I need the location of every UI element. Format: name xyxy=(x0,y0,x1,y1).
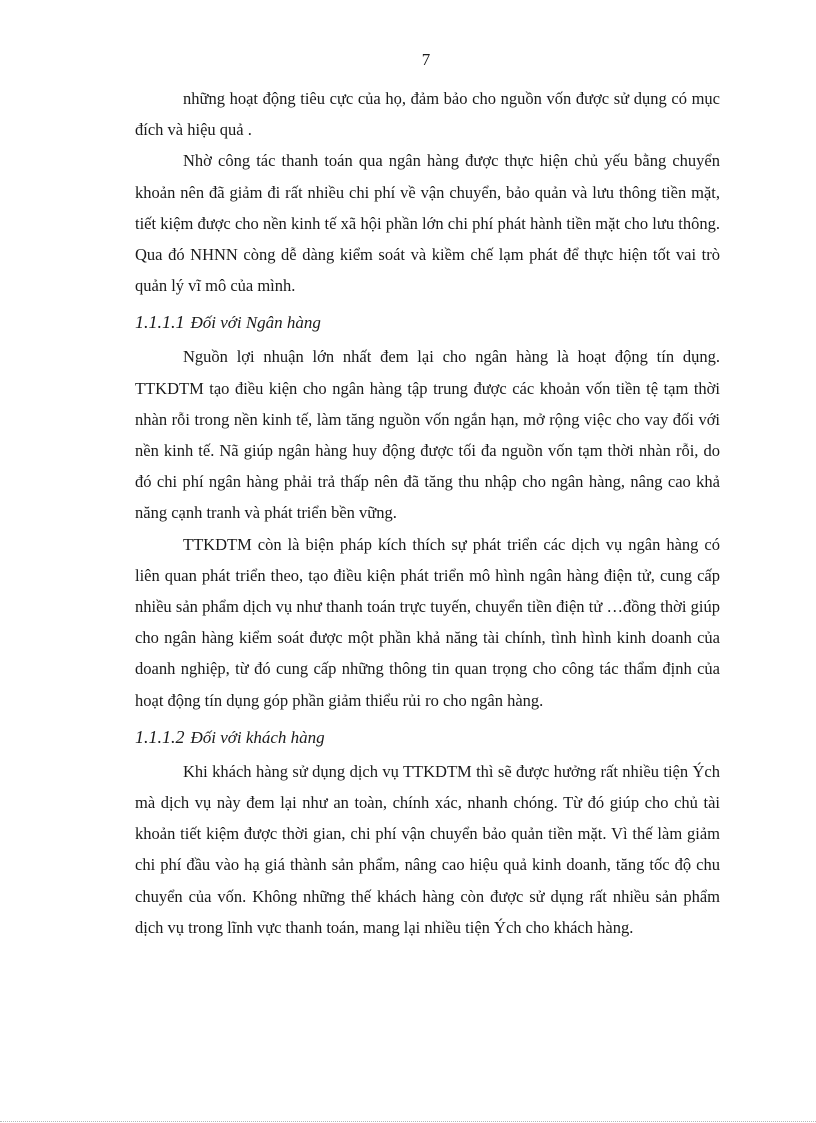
paragraph-bank-profit: Nguồn lợi nhuận lớn nhất đem lại cho ngân hàng là hoạt động tín dụng. TTKDTM tạo điều kiện cho ngân hàng tập trung được các khoản vốn tiền tệ tạm thời nhàn rỗi trong nền kinh tế, làm tăng nguồn vốn ngắn hạn, mở rộng việc cho vay đối với nền kinh tế. Nã giúp ngân hàng huy động được tối đa nguồn vốn tạm thời nhàn rỗi, do đó chi phí ngân hàng phải trả thấp nên đã tăng thu nhập cho ngân hàng, nâng cao khả năng cạnh tranh và phát triển bền vững. xyxy=(135,347,720,523)
paragraph-bank-services: TTKDTM còn là biện pháp kích thích sự phát triển các dịch vụ ngân hàng có liên quan phát triển theo, tạo điều kiện phát triển mô hình ngân hàng điện tử, cung cấp nhiều sản phẩm dịch vụ như thanh toán trực tuyến, chuyển tiền điện tử …đồng thời giúp cho ngân hàng kiểm soát được một phần khả năng tài chính, tình hình kinh doanh của doanh nghiệp, từ đó cung cấp những thông tin quan trọng cho công tác thẩm định của hoạt động tín dụng góp phần giảm thiểu rủi ro cho ngân hàng. xyxy=(135,534,720,710)
section-heading-customer xyxy=(135,725,720,750)
page-number: 7 xyxy=(421,50,431,69)
section-number: 1.1.1.1 xyxy=(135,312,185,333)
section-number: 1.1.1.2 xyxy=(135,726,185,747)
section-title: Đối với Ngân hàng xyxy=(190,313,321,333)
paragraph-continuation: những hoạt động tiêu cực của họ, đảm bảo cho nguồn vốn được sử dụng có mục đích và hiệu quả . xyxy=(135,89,720,140)
section-heading-bank xyxy=(135,310,720,335)
section-title: Đối với khách hàng xyxy=(190,727,325,747)
page-bottom-divider xyxy=(0,1121,816,1122)
paragraph-payment-benefit: Nhờ công tác thanh toán qua ngân hàng được thực hiện chủ yếu bằng chuyển khoản nên đã giảm đi rất nhiều chi phí về vận chuyển, bảo quản và lưu thông tiền mặt, tiết kiệm được cho nền kinh tế xã hội phần lớn chi phí phát hành tiền mặt cho lưu thông. Qua đó NHNN còng dễ dàng kiểm soát và kiềm chế lạm phát để thực hiện tốt vai trò quản lý vĩ mô của mình. xyxy=(135,151,720,296)
paragraph-customer-benefit: Khi khách hàng sử dụng dịch vụ TTKDTM thì sẽ được hưởng rất nhiều tiện Ých mà dịch vụ này đem lại như an toàn, chính xác, nhanh chóng. Từ đó giúp cho chủ tài khoản tiết kiệm được thời gian, chi phí vận chuyển bảo quản tiền mặt. Vì thế làm giảm chi phí đầu vào hạ giá thành sản phẩm, nâng cao hiệu quả kinh doanh, tăng tốc độ chu chuyển của vốn. Không những thế khách hàng còn được sử dụng rất nhiều sản phẩm dịch vụ trong lĩnh vực thanh toán, mang lại nhiều tiện Ých cho khách hàng. xyxy=(135,761,720,937)
document-body xyxy=(135,83,720,943)
